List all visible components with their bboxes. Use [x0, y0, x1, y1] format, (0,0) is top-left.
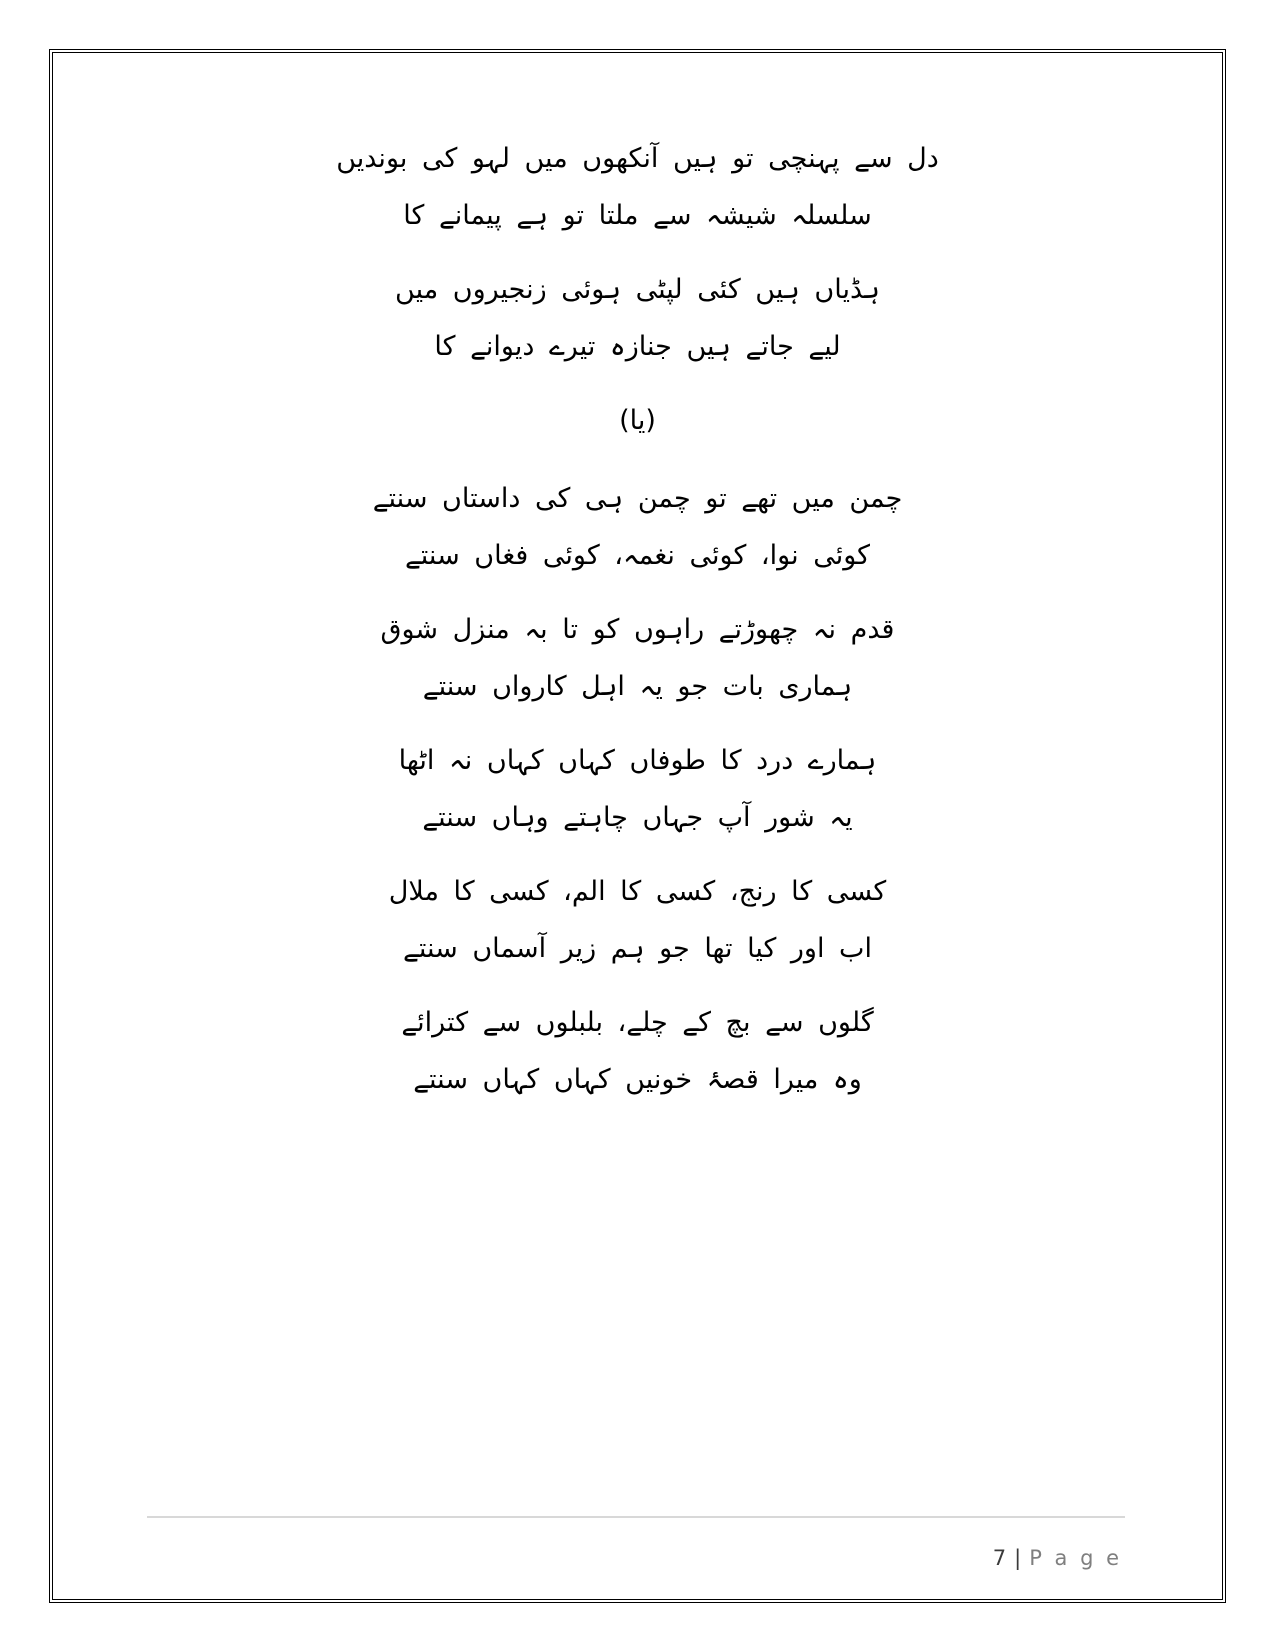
stanza-4	[0, 601, 1275, 715]
page-footer	[966, 1522, 1122, 1594]
page-label: P a g e	[1029, 1546, 1122, 1570]
stanza-1	[0, 130, 1275, 244]
poem-line: ہڈیاں ہیں کئی لپٹی ہوئی زنجیروں میں	[395, 274, 880, 305]
poem-line: ہماری بات جو یہ اہل کارواں سنتے	[422, 671, 853, 702]
footer-divider-rule	[147, 1516, 1125, 1518]
footer-divider-glyph: |	[1014, 1546, 1022, 1570]
stanza-separator: (یا)	[619, 405, 656, 436]
poem-line: کسی کا رنج، کسی کا الم، کسی کا ملال	[388, 876, 887, 907]
stanza-5	[0, 732, 1275, 846]
poem-line: کوئی نوا، کوئی نغمہ، کوئی فغاں سنتے	[404, 540, 871, 571]
poem-line: چمن میں تھے تو چمن ہی کی داستاں سنتے	[372, 483, 903, 514]
poem-line: سلسلہ شیشہ سے ملتا تو ہے پیمانے کا	[403, 200, 872, 231]
stanza-2	[0, 261, 1275, 375]
stanza-3	[0, 470, 1275, 584]
stanza-6	[0, 863, 1275, 977]
poem-line: وہ میرا قصۂ خونیں کہاں کہاں سنتے	[413, 1064, 862, 1095]
stanza-7	[0, 994, 1275, 1108]
poem-body	[0, 130, 1275, 1125]
poem-line: لیے جاتے ہیں جنازہ تیرے دیوانے کا	[434, 331, 841, 362]
page-number: 7	[992, 1546, 1007, 1570]
poem-line: دل سے پہنچی تو ہیں آنکھوں میں لہو کی بوندیں	[336, 143, 939, 174]
poem-line: ہمارے درد کا طوفاں کہاں کہاں نہ اٹھا	[398, 745, 877, 776]
poem-line: گلوں سے بچ کے چلے، بلبلوں سے کترائے	[401, 1007, 874, 1038]
poem-line: قدم نہ چھوڑتے راہوں کو تا بہ منزل شوق	[380, 614, 895, 645]
poem-line: اب اور کیا تھا جو ہم زیر آسماں سنتے	[403, 933, 872, 964]
poem-line: یہ شور آپ جہاں چاہتے وہاں سنتے	[422, 802, 853, 833]
